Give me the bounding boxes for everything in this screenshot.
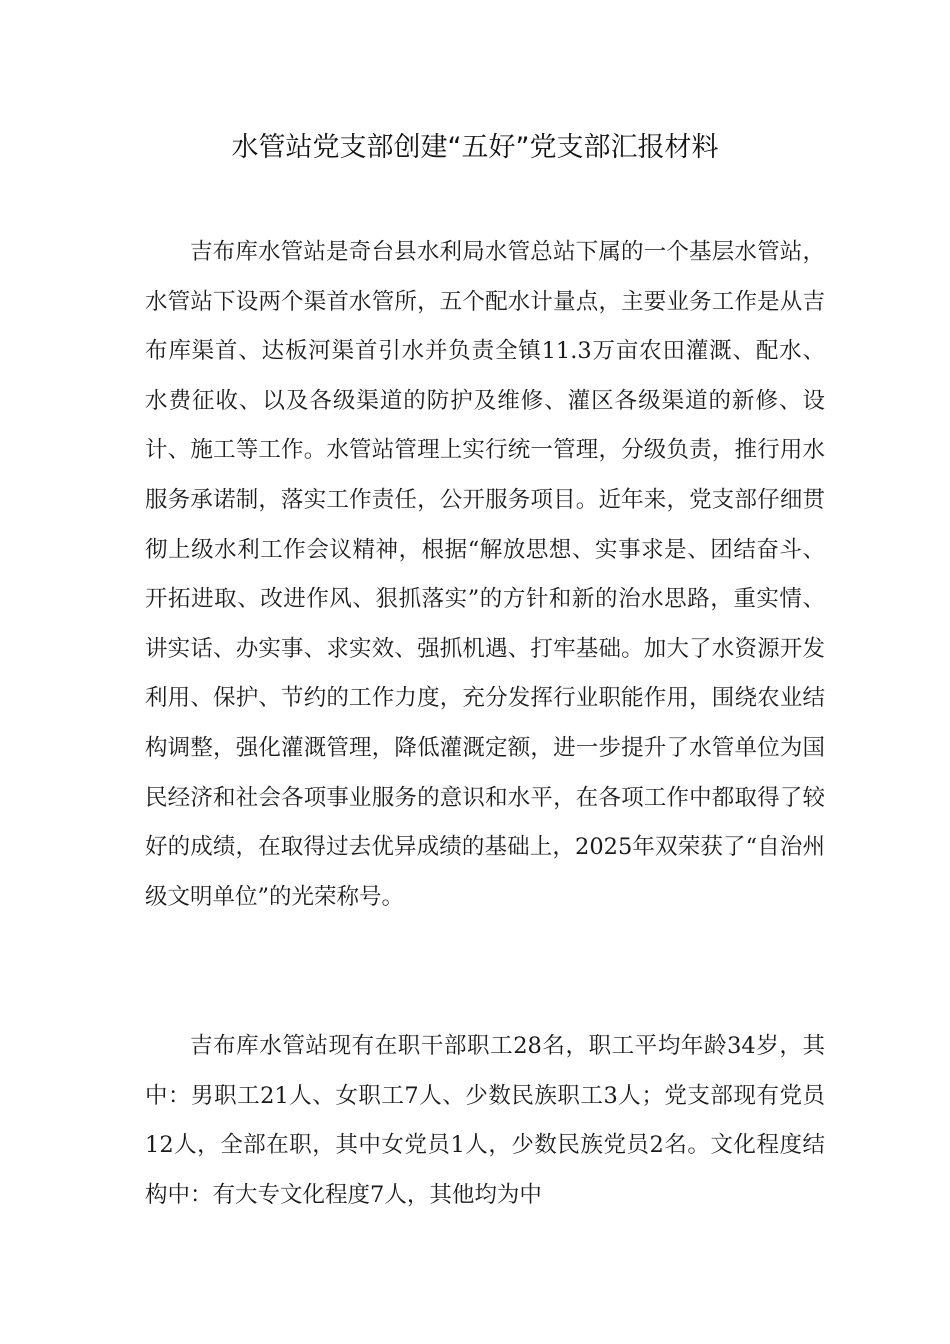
paragraph-2: 吉布库水管站现有在职干部职工28名，职工平均年龄34岁，其中：男职工21人、女职工7人、少数民族职工3人；党支部现有党员12人，全部在职，其中女党员1人，少数民族党员2名。文化程度结构中：有大专文化程度7人，其他均为中 — [145, 1033, 825, 1208]
document-title: 水管站党支部创建“五好”党支部汇报材料 — [231, 132, 719, 163]
paragraph-1: 吉布库水管站是奇台县水利局水管总站下属的一个基层水管站，水管站下设两个渠首水管所，五个配水计量点，主要业务工作是从吉布库渠首、达板河渠首引水并负责全镇11.3万亩农田灌溉、配水、水费征收、以及各级渠道的防护及维修、灌区各级渠道的新修、设计、施工等工作。水管站管理上实行统一管理，分级负责，推行用水服务承诺制，落实工作责任，公开服务项目。近年来，党支部仔细贯彻上级水利工作会议精神，根据“解放思想、实事求是、团结奋斗、开拓进取、改进作风、狠抓落实”的方针和新的治水思路，重实情、讲实话、办实事、求实效、强抓机遇、打牢基础。加大了水资源开发利用、保护、节约的工作力度，充分发挥行业职能作用，围绕农业结构调整，强化灌溉管理，降低灌溉定额，进一步提升了水管单位为国民经济和社会各项事业服务的意识和水平，在各项工作中都取得了较好的成绩，在取得过去优异成绩的基础上，2025年双荣获了“自治州级文明单位”的光荣称号。 — [145, 239, 825, 910]
